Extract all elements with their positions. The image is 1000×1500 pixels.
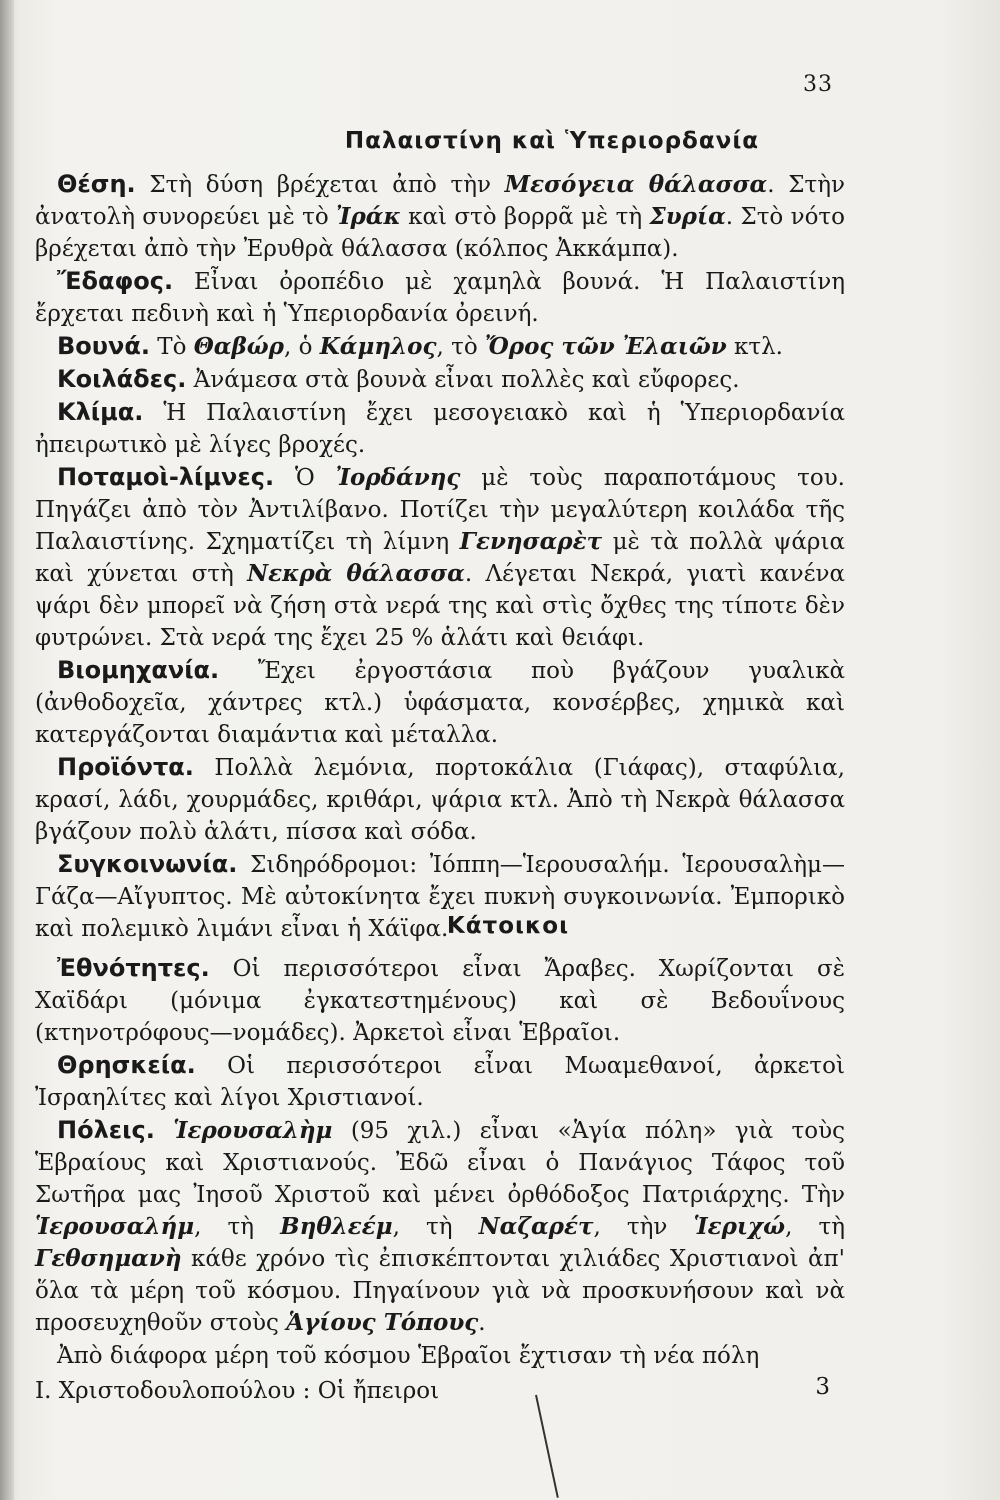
paragraph-text: Τὸ Θαβώρ, ὁ Κάμηλος, τὸ Ὄρος τῶν Ἐλαιῶν κτλ. — [149, 333, 783, 360]
footer-signature-mark: 3 — [815, 1374, 830, 1400]
paragraph-text: Ἔχει ἐργοστάσια ποὺ βγάζουν γυαλικὰ (ἀνθοδοχεῖα, χάντρες κτλ.) ὑφάσματα, κονσέρβες, χημικὰ καὶ κατεργάζονται διαμάντια καὶ μέταλλα. — [35, 658, 845, 748]
paragraph — [35, 168, 845, 265]
paragraph-text: Ἀνάμεσα στὰ βουνὰ εἶναι πολλὲς καὶ εὔφορες. — [186, 367, 740, 393]
page-number: 33 — [803, 72, 833, 97]
paragraph-text: Ἱερουσαλὴμ (95 χιλ.) εἶναι «Ἁγία πόλη» γιὰ τοὺς Ἑβραίους καὶ Χριστιανούς. Ἐδῶ εἶναι ὁ Πανάγιος Τάφος τοῦ Σωτῆρα μας Ἰησοῦ Χριστοῦ καὶ μένει ὀρθόδοξος Πατριάρχης. Τὴν Ἱερουσαλήμ, τὴ Βηθλεέμ, τὴ Ναζαρέτ, τὴν Ἱεριχώ, τὴ Γεθσημανὴ κάθε χρόνο τὶς ἐπισκέπτονται χιλιάδες Χριστιανοὶ ἀπ' ὅλα τὰ μέρη τοῦ κόσμου. Πηγαίνουν γιὰ νὰ προσκυνήσουν καὶ νὰ προσευχηθοῦν στοὺς Ἁγίους Τόπους. — [35, 1117, 846, 1336]
paragraph-term: Ποταμοὶ-λίμνες. — [57, 463, 275, 491]
paragraph — [35, 1339, 845, 1372]
paragraph-text: Ὁ Ἰορδάνης μὲ τοὺς παραποτάμους του. Πηγάζει ἀπὸ τὸν Ἀντιλίβανο. Ποτίζει τὴν μεγαλύτερη κοιλάδα τῆς Παλαιστίνης. Σχηματίζει τὴ λίμνη Γενησαρὲτ μὲ τὰ πολλὰ ψάρια καὶ χύνεται στὴ Νεκρὰ θάλασσα. Λέγεται Νεκρά, γιατὶ κανένα ψάρι δὲν μπορεῖ νὰ ζήση στὰ νερά της καὶ στὶς ὄχθες της τίποτε δὲν φυτρώνει. Στὰ νερά της ἔχει 25 % ἁλάτι καὶ θειάφι. — [35, 464, 846, 651]
paragraph-text: Πολλὰ λεμόνια, πορτοκάλια (Γιάφας), σταφύλια, κρασί, λάδι, χουρμάδες, κριθάρι, ψάρια κτλ. Ἀπὸ τὴ Νεκρὰ θάλασσα βγάζουν πολὺ ἁλάτι, πίσσα καὶ σόδα. — [35, 755, 845, 845]
scan-crease-mark — [535, 1395, 559, 1498]
paragraph — [35, 330, 845, 363]
paragraph-term: Πόλεις. — [57, 1116, 155, 1144]
paragraph — [35, 461, 845, 654]
paragraph-text: Οἱ περισσότεροι εἶναι Μωαμεθανοί, ἀρκετοὶ Ἰσραηλίτες καὶ λίγοι Χριστιανοί. — [35, 1053, 845, 1111]
section-heading-inhabitants: Κάτοικοι — [446, 913, 570, 939]
paragraph-term: Θρησκεία. — [57, 1051, 196, 1079]
footer-author: Ι. Χριστοδουλοπούλου : Οἱ ἤπειροι — [35, 1378, 440, 1404]
paragraph-term: Βιομηχανία. — [57, 656, 220, 684]
section-heading-palestine: Παλαιστίνη καὶ Ὑπεριορδανία — [344, 128, 760, 154]
paragraph-term: Κλίμα. — [57, 398, 144, 426]
paragraph — [35, 265, 845, 330]
paragraph-text: Σιδηρόδρομοι: Ἰόππη—Ἱερουσαλήμ. Ἱερουσαλὴμ—Γάζα—Αἴγυπτος. Μὲ αὐτοκίνητα ἔχει πυκνὴ συγκοινωνία. Ἐμπορικὸ καὶ πολεμικὸ λιμάνι εἶναι ἡ Χάϊφα. — [35, 852, 845, 942]
paragraph-term: Βουνά. — [57, 332, 150, 360]
section-body-palestine — [35, 168, 845, 945]
paragraph-term: Συγκοινωνία. — [57, 850, 238, 878]
page-binding-edge — [0, 0, 14, 1500]
paragraph-term: Ἐθνότητες. — [57, 954, 210, 982]
paragraph-term: Ἔδαφος. — [57, 267, 174, 295]
paragraph-text: Στὴ δύση βρέχεται ἀπὸ τὴν Μεσόγεια θάλασσα. Στὴν ἀνατολὴ συνορεύει μὲ τὸ Ἰράκ καὶ στὸ βορρᾶ μὲ τὴ Συρία. Στὸ νότο βρέχεται ἀπὸ τὴν Ἐρυθρὰ θάλασσα (κόλπος Ἀκκάμπα). — [35, 171, 846, 262]
paragraph — [35, 396, 845, 461]
paragraph-text: Ἡ Παλαιστίνη ἔχει μεσογειακὸ καὶ ἡ Ὑπεριορδανία ἠπειρωτικὸ μὲ λίγες βροχές. — [35, 400, 845, 458]
paragraph — [35, 1049, 845, 1114]
page-footer — [35, 1374, 830, 1404]
paragraph-term: Θέση. — [57, 170, 136, 198]
paragraph — [35, 952, 845, 1049]
section-body-inhabitants — [35, 952, 845, 1372]
paragraph-text: Εἶναι ὀροπέδιο μὲ χαμηλὰ βουνά. Ἡ Παλαιστίνη ἔρχεται πεδινὴ καὶ ἡ Ὑπεριορδανία ὀρεινή. — [35, 269, 845, 327]
paragraph-text: Οἱ περισσότεροι εἶναι Ἄραβες. Χωρίζονται σὲ Χαϊδάρι (μόνιμα ἐγκατεστημένους) καὶ σὲ Βεδουΐνους (κτηνοτρόφους—νομάδες). Ἀρκετοὶ εἶναι Ἑβραῖοι. — [35, 956, 845, 1046]
paragraph — [35, 1114, 845, 1339]
paragraph — [35, 654, 845, 751]
paragraph-term: Προϊόντα. — [57, 753, 194, 781]
paragraph-term: Κοιλάδες. — [57, 365, 187, 393]
paragraph — [35, 363, 845, 396]
paragraph-text: Ἀπὸ διάφορα μέρη τοῦ κόσμου Ἑβραῖοι ἔχτισαν τὴ νέα πόλη — [57, 1343, 760, 1369]
paragraph — [35, 751, 845, 848]
